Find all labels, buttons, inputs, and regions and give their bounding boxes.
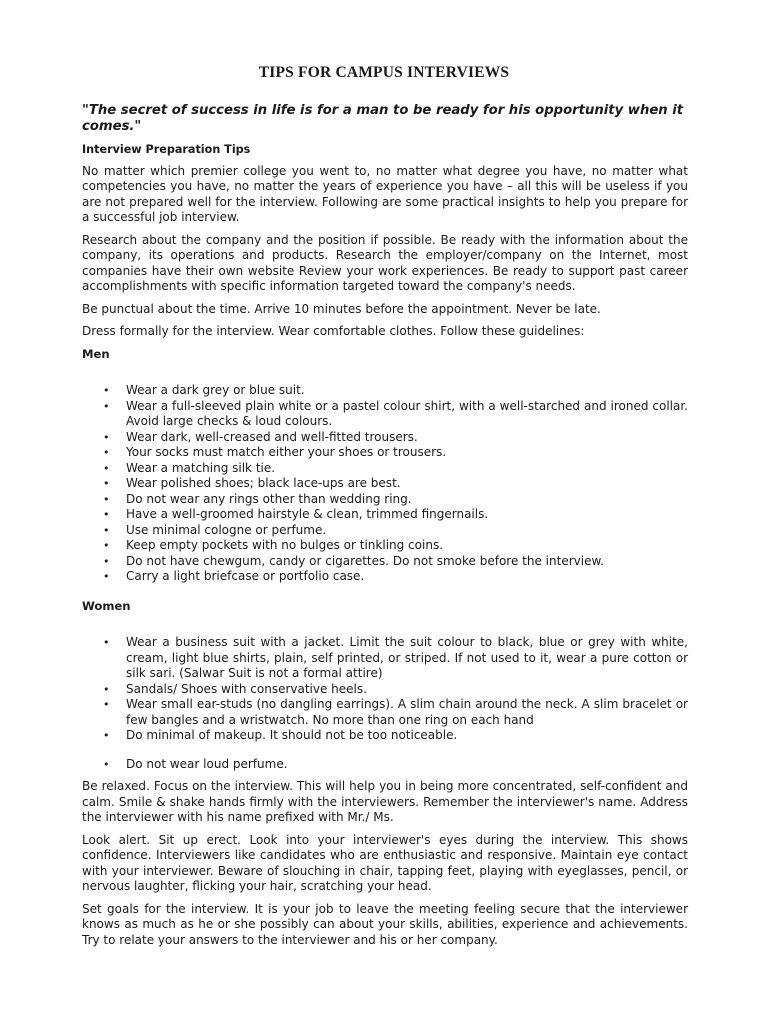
- goals-paragraph: Set goals for the interview. It is your job to leave the meeting feeling secure that the interviewer knows as much as he or she possibly can about your skills, abilities, experience and achievements. Try to relate your answers to the interviewer and his or her company.: [82, 901, 688, 947]
- list-item: [82, 728, 688, 744]
- list-item-text: Do minimal of makeup. It should not be too noticeable.: [126, 728, 458, 742]
- bullet-icon: •: [103, 508, 110, 521]
- men-guidelines-list: [82, 383, 688, 585]
- list-item: [82, 635, 688, 682]
- list-item: [82, 399, 688, 430]
- list-item-text: Do not have chewgum, candy or cigarettes. Do not smoke before the interview.: [126, 553, 604, 568]
- list-item-text: Wear polished shoes; black lace-ups are best.: [126, 476, 401, 490]
- list-item: [82, 554, 688, 570]
- bullet-icon: •: [103, 539, 110, 552]
- bullet-icon: •: [103, 492, 110, 506]
- women-heading: Women: [82, 598, 131, 613]
- list-item-text: Wear a dark grey or blue suit.: [126, 383, 305, 397]
- list-item: [82, 757, 688, 773]
- list-item-text: Carry a light briefcase or portfolio case.: [126, 569, 365, 583]
- list-item-text: Wear dark, well-creased and well-fitted trousers.: [126, 429, 418, 444]
- list-item: [82, 430, 688, 446]
- list-item-text: Your socks must match either your shoes or trousers.: [126, 445, 447, 459]
- relaxed-paragraph: Be relaxed. Focus on the interview. This will help you in being more concentrated, self-confident and calm. Smile & shake hands firmly with the interviewers. Remember the interviewer's name. Address the interviewer with his name prefixed with Mr./ Ms.: [82, 779, 688, 824]
- list-item-text: Wear small ear-studs (no dangling earrings). A slim chain around the neck. A slim bracelet or few bangles and a wristwatch. No more than one ring on each hand: [126, 697, 688, 727]
- bullet-icon: •: [103, 384, 110, 397]
- bullet-icon: •: [103, 757, 110, 771]
- list-item: [82, 383, 688, 399]
- bullet-icon: •: [103, 636, 110, 649]
- list-item: [82, 569, 688, 585]
- bullet-icon: •: [103, 682, 110, 696]
- list-item-text: Have a well-groomed hairstyle & clean, trimmed fingernails.: [126, 507, 489, 521]
- spacer: [82, 620, 688, 635]
- men-heading: Men: [82, 346, 110, 361]
- intro-paragraph: No matter which premier college you went to, no matter what degree you have, no matter what competencies you have, no matter the years of experience you have – all this will be useless if you are not prepared well for the interview. Following are some practical insights to help you prepare for a successful job interview.: [82, 163, 688, 224]
- list-item-text: Wear a full-sleeved plain white or a pastel colour shirt, with a well-starched and ironed collar. Avoid large checks & loud colours.: [126, 398, 688, 428]
- list-item: [82, 492, 688, 508]
- bullet-icon: •: [103, 477, 110, 490]
- dress-paragraph: Dress formally for the interview. Wear comfortable clothes. Follow these guidelines:: [82, 324, 585, 338]
- list-item-text: Sandals/ Shoes with conservative heels.: [126, 681, 367, 696]
- bullet-icon: •: [103, 461, 110, 475]
- interview-prep-heading: Interview Preparation Tips: [82, 143, 251, 156]
- bullet-icon: •: [103, 399, 110, 413]
- list-item-text: Do not wear loud perfume.: [126, 756, 288, 771]
- list-item: [82, 461, 688, 477]
- bullet-icon: •: [103, 570, 110, 583]
- list-item: [82, 538, 688, 554]
- opening-quote: "The secret of success in life is for a man to be ready for his opportunity when it comes.": [82, 103, 684, 134]
- bullet-icon: •: [103, 446, 110, 459]
- alert-paragraph: Look alert. Sit up erect. Look into your interviewer's eyes during the interview. This shows confidence. Interviewers like candidates who are enthusiastic and responsive. Maintain eye contact with your interviewer. Beware of slouching in chair, tapping feet, playing with eyeglasses, pencil, or nervous laughter, flicking your hair, scratching your head.: [82, 832, 688, 893]
- list-item: [82, 445, 688, 461]
- bullet-icon: •: [103, 523, 110, 537]
- bullet-icon: •: [103, 698, 110, 711]
- list-item: [82, 523, 688, 539]
- women-guidelines-list: [82, 635, 688, 772]
- list-item-text: Keep empty pockets with no bulges or tinkling coins.: [126, 538, 444, 552]
- list-item-text: Do not wear any rings other than wedding ring.: [126, 491, 412, 506]
- bullet-icon: •: [103, 729, 110, 742]
- punctual-paragraph: Be punctual about the time. Arrive 10 minutes before the appointment. Never be late.: [82, 301, 601, 316]
- list-item: [82, 476, 688, 492]
- document-body: [82, 103, 688, 955]
- list-item: [82, 697, 688, 728]
- bullet-icon: •: [103, 554, 110, 568]
- spacer: [82, 368, 688, 383]
- document-title: TIPS FOR CAMPUS INTERVIEWS: [258, 64, 510, 81]
- list-item-text: Wear a business suit with a jacket. Limit the suit colour to black, blue or grey with white, cream, light blue shirts, plain, self printed, or striped. If not used to it, wear a pure cotton or silk sari. (Salwar Suit is not a formal attire): [126, 635, 688, 680]
- bullet-icon: •: [103, 430, 110, 444]
- list-item: [82, 682, 688, 698]
- list-item-text: Wear a matching silk tie.: [126, 460, 276, 475]
- list-item-text: Use minimal cologne or perfume.: [126, 522, 327, 537]
- research-paragraph: Research about the company and the position if possible. Be ready with the information about the company, its operations and products. Research the employer/company on the Internet, most companies have their own website Review your work experiences. Be ready to support past career accomplishments with specific information targeted toward the company's needs.: [82, 232, 688, 293]
- list-item: [82, 507, 688, 523]
